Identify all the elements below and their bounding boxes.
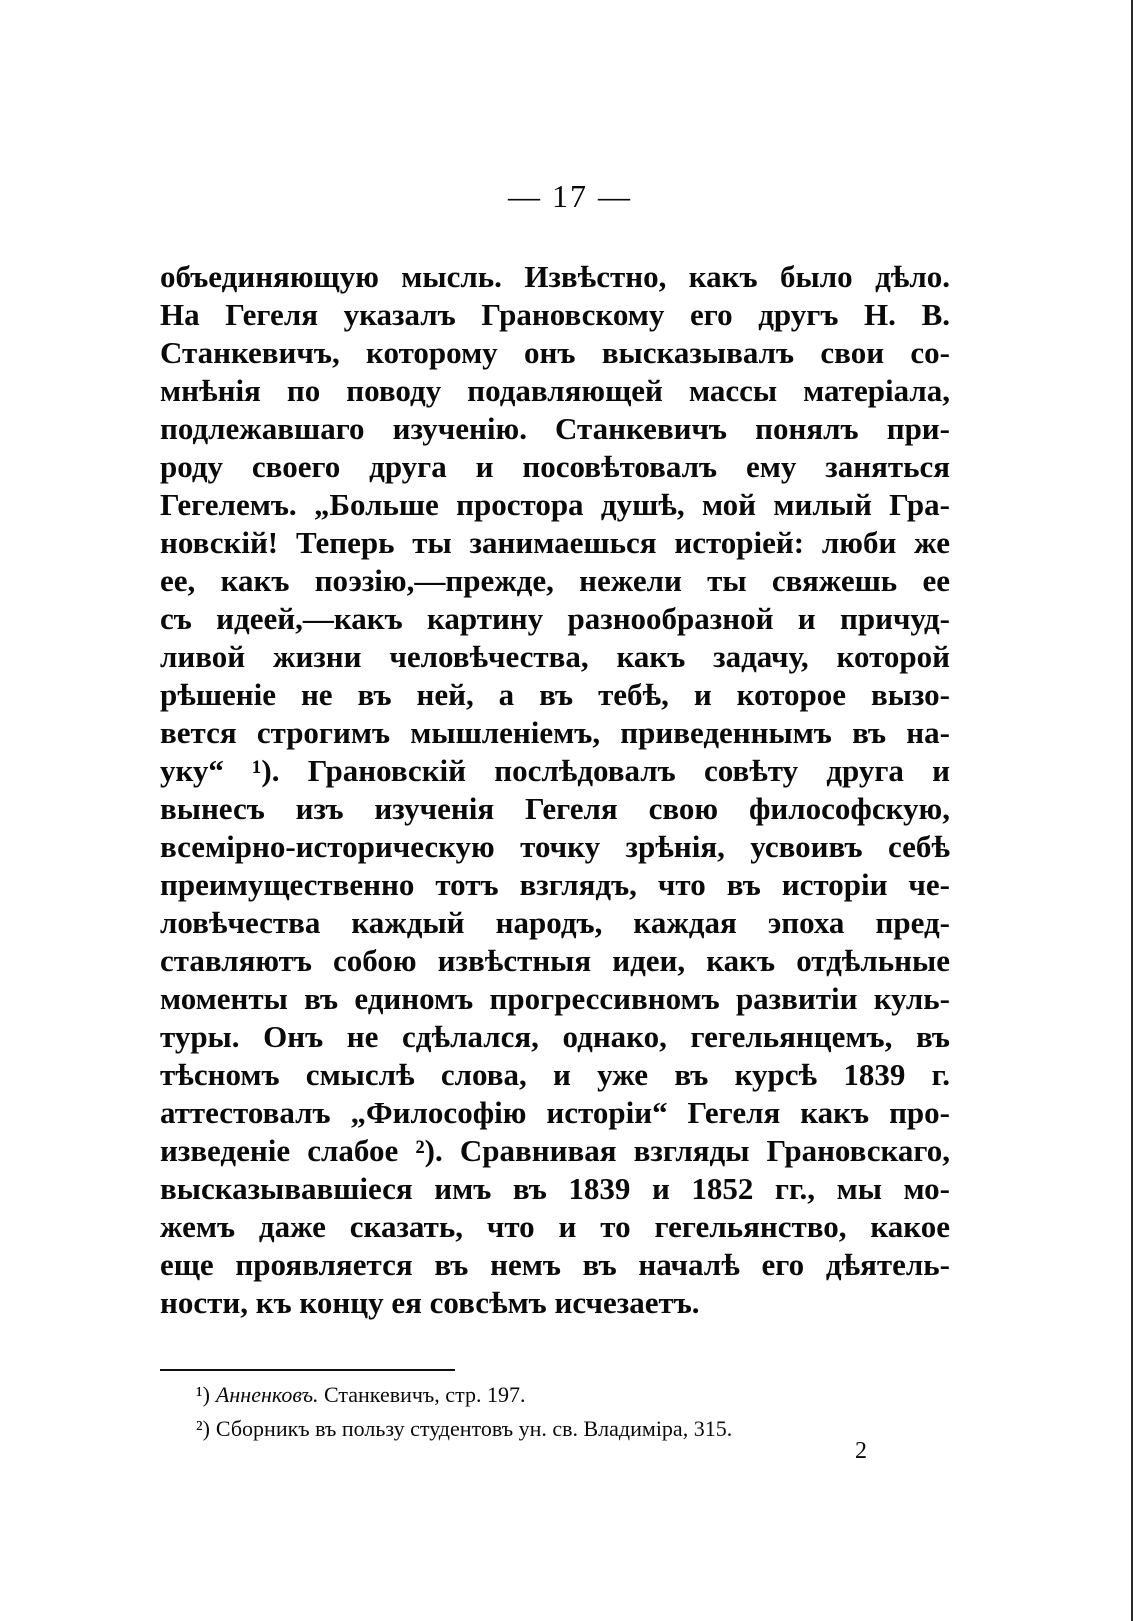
text-line: еще проявляется въ немъ въ началѣ его дѣятель-: [160, 1247, 950, 1282]
footnote-marker: ²): [196, 1416, 210, 1441]
text-line: ее, какъ поэзію,—прежде, нежели ты свяжешь ее: [160, 563, 950, 598]
text-line: ливой жизни человѣчества, какъ задачу, которой: [160, 639, 950, 674]
body-text: [160, 258, 950, 1322]
footnote-marker: ¹): [196, 1382, 210, 1407]
text-line: вется строгимъ мышленіемъ, приведеннымъ въ на-: [160, 715, 950, 750]
footnote-1: [196, 1378, 956, 1412]
footnote-author: Анненковъ.: [215, 1382, 319, 1407]
text-line: подлежавшаго изученію. Станкевичъ понялъ при-: [160, 411, 950, 446]
text-line: изведеніе слабое ²). Сравнивая взгляды Грановскаго,: [160, 1133, 950, 1168]
footnote-divider: [160, 1369, 455, 1371]
text-line: съ идеей,—какъ картину разнообразной и причуд-: [160, 601, 950, 636]
text-line: ности, къ концу ея совсѣмъ исчезаетъ.: [160, 1285, 700, 1320]
text-line: ловѣчества каждый народъ, каждая эпоха пред-: [160, 905, 950, 940]
text-line: аттестовалъ „Философію исторіи“ Гегеля какъ про-: [160, 1095, 950, 1130]
footnote-2: [196, 1412, 956, 1446]
text-line: новскій! Теперь ты занимаешься исторіей: люби же: [160, 525, 950, 560]
text-line: туры. Онъ не сдѣлался, однако, гегельянцемъ, въ: [160, 1019, 950, 1054]
text-line: рѣшеніе не въ ней, а въ тебѣ, и которое вызо-: [160, 677, 950, 712]
text-line: ставляютъ собою извѣстныя идеи, какъ отдѣльные: [160, 943, 950, 978]
text-line: Станкевичъ, которому онъ высказывалъ свои со-: [160, 335, 950, 370]
text-line: мнѣнія по поводу подавляющей массы матеріала,: [160, 373, 950, 408]
text-line: тѣсномъ смыслѣ слова, и уже въ курсѣ 1839 г.: [160, 1057, 950, 1092]
text-line: Гегелемъ. „Больше простора душѣ, мой милый Гра-: [160, 487, 950, 522]
text-line: объединяющую мысль. Извѣстно, какъ было дѣло.: [160, 259, 950, 294]
text-line: На Гегеля указалъ Грановскому его другъ Н. В.: [160, 297, 950, 332]
text-line: роду своего друга и посовѣтовалъ ему заняться: [160, 449, 950, 484]
text-line: высказывавшіеся имъ въ 1839 и 1852 гг., мы мо-: [160, 1171, 950, 1206]
page-number: — 17 —: [508, 178, 632, 214]
footnote-text: Станкевичъ, стр. 197.: [324, 1382, 526, 1407]
text-line: вынесъ изъ изученія Гегеля свою философскую,: [160, 791, 950, 826]
text-line: жемъ даже сказать, что и то гегельянство, какое: [160, 1209, 950, 1244]
page-edge-rule: [1131, 0, 1133, 1621]
text-line: уку“ ¹). Грановскій послѣдовалъ совѣту друга и: [160, 753, 950, 788]
footnote-text: Сборникъ въ пользу студентовъ ун. св. Владиміра, 315.: [215, 1416, 733, 1441]
signature-mark: 2: [855, 1438, 867, 1464]
text-line: моменты въ единомъ прогрессивномъ развитіи куль-: [160, 981, 950, 1016]
text-line: всемірно-историческую точку зрѣнія, усвоивъ себѣ: [160, 829, 950, 864]
text-line: преимущественно тотъ взглядъ, что въ исторіи че-: [160, 867, 950, 902]
footnotes: [196, 1378, 956, 1446]
